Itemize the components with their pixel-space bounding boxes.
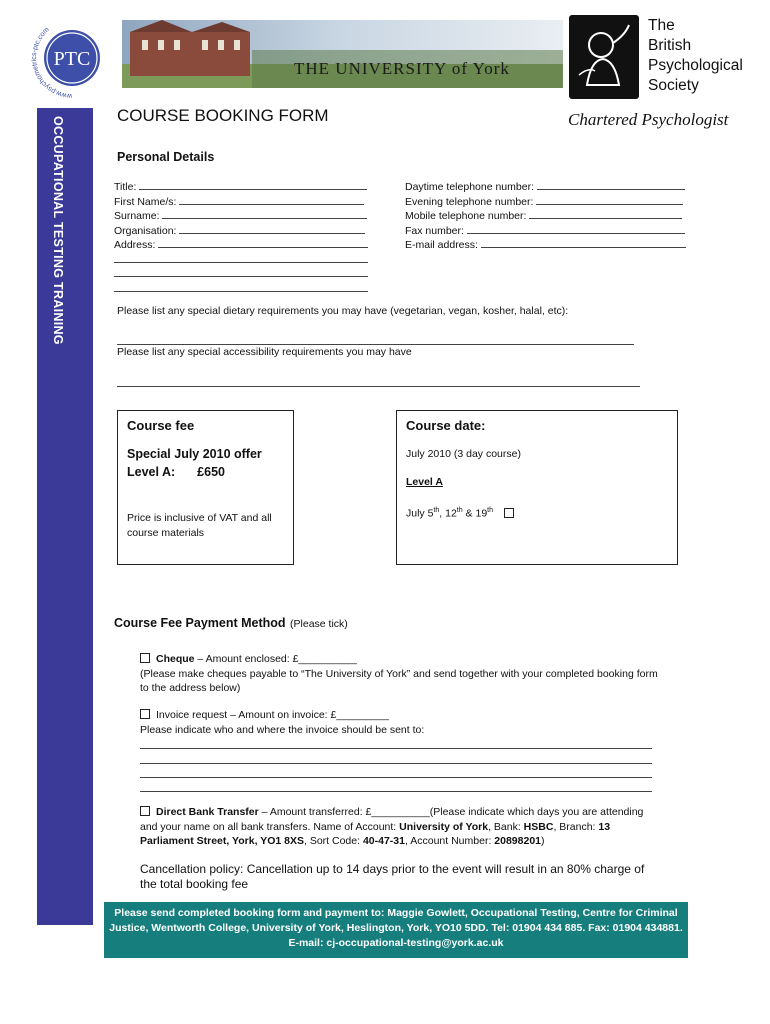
course-date-heading: Course date: [406, 418, 486, 433]
ptc-ring-text: www.psychometrics-ptc.com [31, 26, 73, 100]
surname-field[interactable]: Surname: [114, 209, 374, 224]
personal-details-heading: Personal Details [117, 150, 215, 164]
dietary-label: Please list any special dietary requirements you may have (vegetarian, vegan, kosher, halal, etc): [117, 305, 569, 317]
first-name-field[interactable]: First Name/s: [114, 195, 374, 210]
payment-heading-note: (Please tick) [290, 618, 348, 630]
address-line[interactable] [114, 282, 374, 297]
course-fee-box [117, 410, 294, 565]
organisation-field[interactable]: Organisation: [114, 224, 374, 239]
invoice-line[interactable] [140, 748, 652, 749]
invoice-note: Please indicate who and where the invoice should be sent to: [140, 723, 425, 736]
personal-right-fields [405, 180, 695, 253]
bps-logo-icon [569, 15, 639, 99]
invoice-option: Invoice request – Amount on invoice: £_________ Please indicate who and where the invoice should be sent to: [140, 708, 660, 737]
title-field[interactable]: Title: [114, 180, 374, 195]
special-offer: Special July 2010 offer [127, 447, 262, 461]
mobile-phone-field[interactable]: Mobile telephone number: [405, 209, 695, 224]
personal-left-fields [114, 180, 374, 296]
fax-field[interactable]: Fax number: [405, 224, 695, 239]
banner-text: THE UNIVERSITY of York [294, 59, 510, 78]
bank-transfer-checkbox[interactable] [140, 806, 150, 816]
days-checkbox[interactable] [504, 508, 514, 518]
daytime-phone-field[interactable]: Daytime telephone number: [405, 180, 695, 195]
cheque-note: (Please make cheques payable to “The University of York” and send together with your completed booking form to the address below) [140, 667, 658, 694]
price-note: Price is inclusive of VAT and all course materials [127, 512, 272, 539]
bps-name: The British Psychological Society [648, 17, 743, 94]
payment-heading-row [114, 614, 348, 632]
cancellation-policy: Cancellation policy: Cancellation up to 14 days prior to the event will result in an 80% charge of the total booking fee [140, 862, 645, 891]
address-line[interactable] [114, 253, 374, 268]
date-level: Level A [406, 476, 443, 488]
course-fee-heading: Course fee [127, 418, 195, 433]
payment-heading: Course Fee Payment Method [114, 616, 286, 630]
chartered-psychologist-text: Chartered Psychologist [568, 110, 729, 129]
email-field[interactable]: E-mail address: [405, 238, 695, 253]
accessibility-label: Please list any special accessibility requirements you may have [117, 346, 412, 358]
invoice-line[interactable] [140, 791, 652, 792]
side-band [37, 108, 93, 925]
evening-phone-field[interactable]: Evening telephone number: [405, 195, 695, 210]
university-banner [122, 20, 563, 88]
address-field[interactable]: Address: [114, 238, 374, 253]
cheque-checkbox[interactable] [140, 653, 150, 663]
level-a-price-row: Level A: £650 [127, 465, 225, 479]
bank-transfer-option: Direct Bank Transfer – Amount transferred: £__________(Please indicate which days you are attending and your name on all bank transfers. Name of Account: University of York, Bank: HSBC, Branch: 13 Parliament Street, York, YO1 8XS, Sort Code: 40-47-31, Account Number: 20898201) [140, 806, 644, 847]
price: £650 [197, 465, 225, 479]
address-line[interactable] [114, 267, 374, 282]
ptc-logo-text: PTC [53, 48, 91, 70]
invoice-line[interactable] [140, 763, 652, 764]
course-days: July 5th, 12th & 19th [406, 504, 520, 521]
accessibility-line[interactable] [117, 386, 640, 387]
ptc-logo [26, 16, 118, 100]
cheque-option: Cheque – Amount enclosed: £__________ (Please make cheques payable to “The University of York” and send together with your completed booking form to the address below) [140, 652, 660, 696]
course-period: July 2010 (3 day course) [406, 448, 521, 460]
invoice-checkbox[interactable] [140, 709, 150, 719]
footer-address: Please send completed booking form and payment to: Maggie Gowlett, Occupational Testing, Centre for Criminal Justice, Wentworth College, University of York, Heslington, York, YO10 5DD. Tel: 01904 434 885. Fax: 01904 434881. E-mail: cj-occupational-testing@york.ac.uk [104, 902, 688, 958]
course-date-box [396, 410, 678, 565]
page-title: COURSE BOOKING FORM [117, 106, 329, 125]
invoice-line[interactable] [140, 777, 652, 778]
side-label: OCCUPATIONAL TESTING TRAINING [51, 116, 65, 345]
